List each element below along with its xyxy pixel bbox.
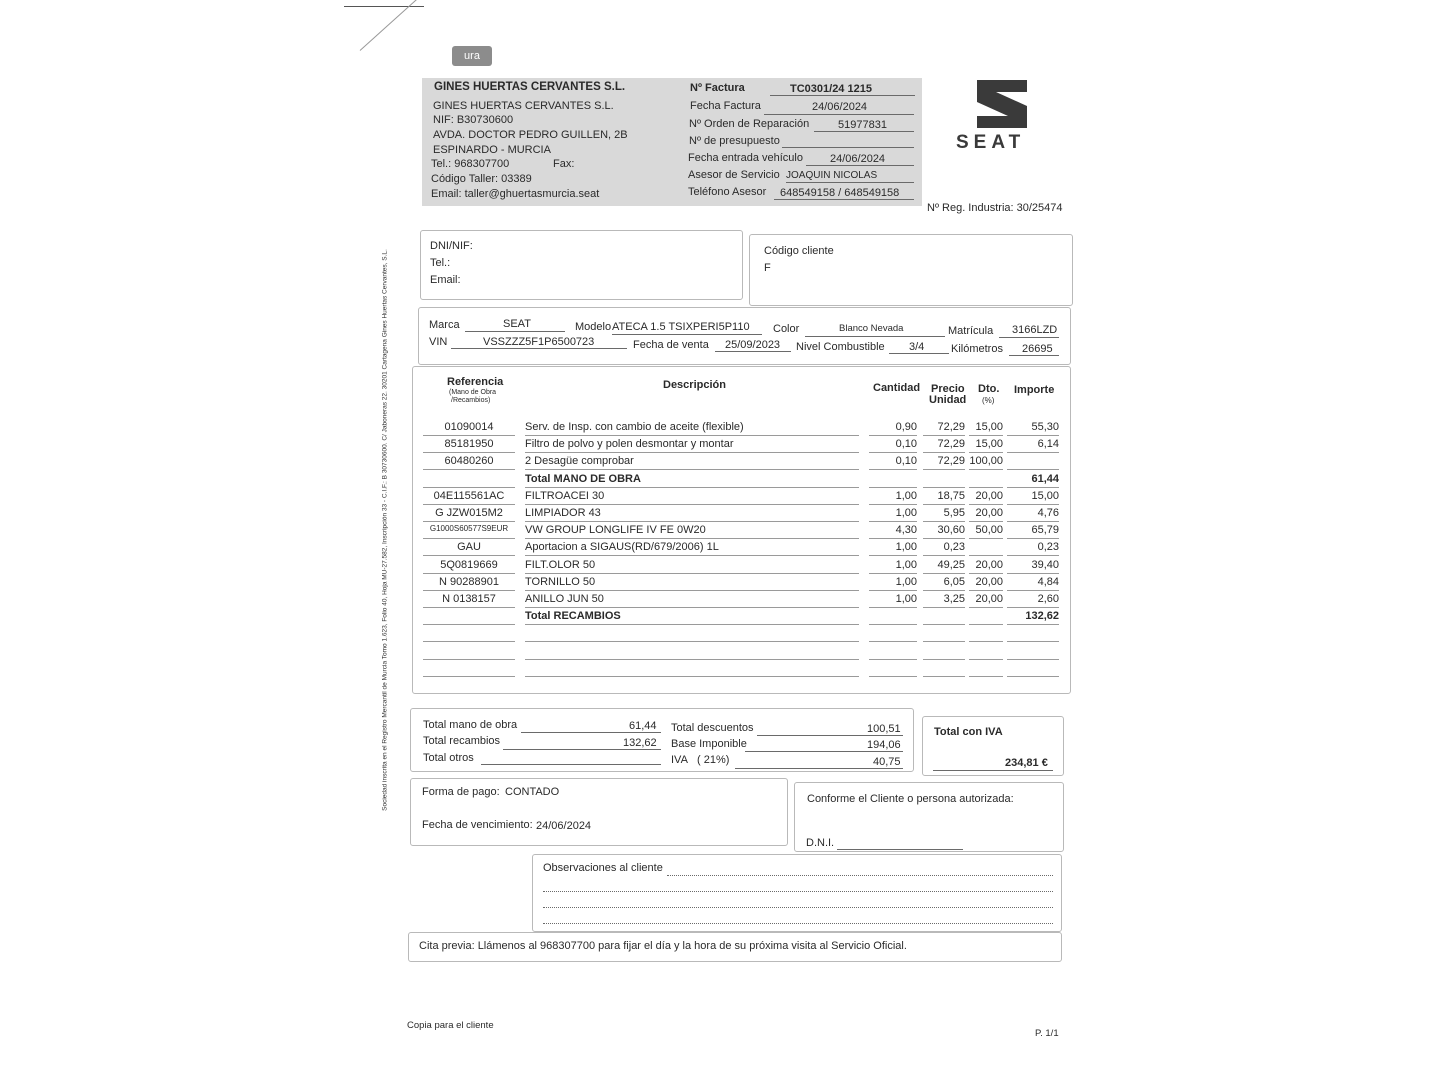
table-cell-dto: 15,00 — [975, 438, 1003, 451]
client-email-label: Email: — [430, 274, 461, 286]
row-underline — [1007, 641, 1059, 642]
conforme-label: Conforme el Cliente o persona autorizada: — [807, 793, 1014, 805]
row-underline — [969, 487, 1003, 488]
table-cell-cant: 4,30 — [895, 524, 917, 537]
total-otros-label: Total otros — [423, 752, 474, 764]
iva-label: IVA — [671, 754, 688, 766]
stamp-badge: ura — [452, 46, 492, 66]
row-underline — [423, 573, 515, 574]
row-underline — [1007, 659, 1059, 660]
table-cell-precio: 3,25 — [943, 593, 965, 605]
row-underline — [923, 641, 965, 642]
row-underline — [1007, 607, 1059, 608]
table-cell-desc: LIMPIADOR 43 — [525, 507, 601, 519]
base-imponible-value: 194,06 — [867, 739, 901, 751]
table-cell-imp: 4,76 — [1037, 507, 1059, 519]
scan-mark — [344, 6, 424, 7]
forma-pago-label: Forma de pago: — [422, 786, 500, 798]
table-cell-dto: 20,00 — [975, 575, 1003, 588]
modelo-value: ATECA 1.5 TSIXPERI5P110 — [612, 321, 750, 333]
total-iva-label: Total con IVA — [934, 726, 1003, 738]
marca-label: Marca — [429, 319, 460, 331]
row-underline — [1007, 452, 1059, 453]
color-value: Blanco Nevada — [839, 323, 904, 334]
row-underline — [869, 659, 917, 660]
col-referencia: Referencia — [447, 376, 504, 388]
table-cell-cant: 1,00 — [895, 489, 917, 502]
items-table — [412, 366, 1071, 694]
row-underline — [869, 641, 917, 642]
row-underline — [1007, 435, 1059, 436]
company-taller-code: Código Taller: 03389 — [431, 173, 532, 185]
row-underline — [525, 469, 859, 470]
orden-reparacion-label: Nº Orden de Reparación — [689, 118, 810, 130]
iva-value: 40,75 — [873, 756, 901, 768]
row-underline — [969, 435, 1003, 436]
row-underline — [869, 624, 917, 625]
row-underline — [869, 504, 917, 505]
row-underline — [869, 452, 917, 453]
client-code-box — [749, 234, 1073, 306]
row-underline — [423, 555, 515, 556]
row-underline — [1007, 573, 1059, 574]
table-cell-ref: N 0138157 — [442, 593, 496, 605]
matricula-value: 3166LZD — [1012, 324, 1058, 336]
table-cell-precio: 72,29 — [937, 421, 965, 433]
cita-previa-text: Cita previa: Llámenos al 968307700 para fijar el día y la hora de su próxima visita al Servicio Oficial. — [419, 940, 907, 952]
factura-label: Nº Factura — [690, 82, 745, 94]
table-cell-cant: 1,00 — [895, 575, 917, 588]
table-cell-precio: 0,23 — [943, 541, 965, 554]
combustible-value: 3/4 — [909, 341, 925, 353]
reg-industria: Nº Reg. Industria: 30/25474 — [927, 202, 1063, 214]
row-underline — [525, 659, 859, 660]
row-underline — [969, 624, 1003, 625]
total-mano-obra-value: 61,44 — [629, 720, 657, 732]
row-underline — [525, 555, 859, 556]
copia-cliente: Copia para el cliente — [407, 1020, 494, 1031]
company-tel: Tel.: 968307700 — [431, 158, 510, 170]
observaciones-label: Observaciones al cliente — [543, 862, 663, 874]
table-cell-imp: 0,23 — [1037, 541, 1059, 554]
row-underline — [923, 521, 965, 522]
matricula-label: Matrícula — [948, 325, 994, 337]
row-underline — [423, 659, 515, 660]
row-underline — [423, 452, 515, 453]
total-recambios-value: 132,62 — [623, 737, 657, 749]
row-underline — [423, 538, 515, 539]
row-underline — [969, 590, 1003, 591]
row-underline — [869, 590, 917, 591]
legal-sidebar-text: Sociedad inscrita en el Registro Mercantil de Murcia Tomo 1.623, Folio 40, Hoja MU-27.582, Inscripción 33 - C.I.F.: B 30730600. C/ Jaboneras 22. 30201 Cartagena Gines Huertas Cervantes, S.L. — [381, 249, 389, 811]
table-cell-cant: 1,00 — [895, 593, 917, 605]
table-cell-imp: 2,60 — [1037, 593, 1059, 605]
orden-reparacion-value: 51977831 — [838, 119, 887, 131]
table-cell-desc: Total RECAMBIOS — [525, 610, 621, 623]
base-imponible-label: Base Imponible — [671, 738, 747, 750]
row-underline — [525, 538, 859, 539]
table-cell-cant: 0,90 — [895, 421, 917, 433]
seat-s-icon — [952, 78, 1052, 130]
col-dto: Dto. — [978, 383, 1000, 395]
km-label: Kilómetros — [951, 343, 1003, 355]
row-underline — [969, 521, 1003, 522]
row-underline — [423, 487, 515, 488]
table-cell-ref: 60480260 — [444, 455, 494, 468]
table-cell-desc: Filtro de polvo y polen desmontar y montar — [525, 438, 734, 451]
table-cell-ref: 04E115561AC — [433, 489, 505, 502]
row-underline — [423, 469, 515, 470]
tel-asesor-label: Teléfono Asesor — [688, 186, 767, 198]
col-importe: Importe — [1014, 384, 1055, 396]
row-underline — [525, 641, 859, 642]
table-cell-precio: 5,95 — [943, 507, 965, 519]
km-value: 26695 — [1022, 343, 1053, 355]
table-cell-dto: 15,00 — [975, 421, 1003, 433]
row-underline — [423, 504, 515, 505]
total-descuentos-label: Total descuentos — [671, 722, 754, 734]
row-underline — [1007, 538, 1059, 539]
row-underline — [869, 538, 917, 539]
row-underline — [423, 607, 515, 608]
row-underline — [525, 607, 859, 608]
col-dto-pct: (%) — [982, 396, 995, 405]
table-cell-dto: 20,00 — [975, 507, 1003, 519]
vin-value: VSSZZZ5F1P6500723 — [483, 336, 595, 348]
table-cell-ref: 5Q0819669 — [440, 558, 498, 571]
marca-value: SEAT — [503, 318, 531, 330]
row-underline — [525, 521, 859, 522]
row-underline — [923, 452, 965, 453]
scan-mark-diagonal — [360, 0, 428, 51]
row-underline — [525, 504, 859, 505]
row-underline — [525, 573, 859, 574]
table-cell-dto: 20,00 — [975, 558, 1003, 571]
cita-previa-box — [408, 932, 1062, 962]
seat-wordmark: SEAT — [956, 132, 1026, 153]
vin-label: VIN — [429, 336, 448, 348]
table-cell-imp: 65,79 — [1031, 524, 1059, 537]
row-underline — [423, 521, 515, 522]
legal-sidebar — [370, 210, 400, 850]
table-cell-desc: TORNILLO 50 — [525, 575, 596, 588]
seat-logo — [952, 78, 1052, 154]
row-underline — [969, 676, 1003, 677]
row-underline — [423, 624, 515, 625]
row-underline — [923, 538, 965, 539]
table-cell-ref: 01090014 — [444, 421, 494, 433]
vencimiento-value: 24/06/2024 — [536, 820, 592, 832]
header-panel — [422, 78, 922, 206]
company-fax-label: Fax: — [553, 158, 575, 170]
row-underline — [525, 452, 859, 453]
row-underline — [1007, 521, 1059, 522]
row-underline — [525, 487, 859, 488]
row-underline — [923, 590, 965, 591]
row-underline — [923, 676, 965, 677]
table-cell-desc: Aportacion a SIGAUS(RD/679/2006) 1L — [525, 541, 719, 554]
col-referencia-sub2: /Recambios) — [451, 397, 491, 404]
col-referencia-sub1: (Mano de Obra — [449, 389, 497, 396]
client-code-label: Código cliente — [764, 245, 834, 257]
entrada-value: 24/06/2024 — [830, 153, 886, 165]
col-precio: Precio — [931, 383, 965, 395]
row-underline — [423, 590, 515, 591]
row-underline — [869, 573, 917, 574]
fecha-factura-label: Fecha Factura — [690, 100, 761, 112]
combustible-label: Nivel Combustible — [796, 341, 885, 353]
table-cell-imp: 6,14 — [1037, 438, 1059, 451]
tel-asesor-value: 648549158 / 648549158 — [780, 187, 900, 199]
asesor-label: Asesor de Servicio — [688, 169, 780, 181]
client-tel-label: Tel.: — [430, 257, 451, 269]
entrada-label: Fecha entrada vehículo — [688, 152, 803, 164]
factura-value: TC0301/24 1215 — [790, 83, 872, 95]
row-underline — [869, 487, 917, 488]
row-underline — [969, 607, 1003, 608]
vehicle-box — [418, 307, 1071, 365]
table-cell-cant: 1,00 — [895, 507, 917, 519]
row-underline — [869, 521, 917, 522]
row-underline — [1007, 469, 1059, 470]
total-descuentos-value: 100,51 — [867, 723, 901, 735]
total-iva-value: 234,81 € — [1005, 757, 1048, 769]
row-underline — [969, 555, 1003, 556]
total-recambios-label: Total recambios — [423, 735, 501, 747]
asesor-value: JOAQUIN NICOLAS — [786, 170, 878, 181]
row-underline — [525, 590, 859, 591]
table-cell-dto: 50,00 — [975, 524, 1003, 537]
fecha-venta-label: Fecha de venta — [633, 339, 709, 351]
row-underline — [923, 573, 965, 574]
row-underline — [923, 607, 965, 608]
table-cell-precio: 72,29 — [937, 455, 965, 468]
vencimiento-label: Fecha de vencimiento: — [422, 819, 533, 831]
table-cell-desc: Total MANO DE OBRA — [525, 472, 641, 485]
row-underline — [969, 573, 1003, 574]
row-underline — [1007, 555, 1059, 556]
table-cell-precio: 6,05 — [943, 575, 965, 588]
row-underline — [1007, 487, 1059, 488]
row-underline — [1007, 590, 1059, 591]
presupuesto-label: Nº de presupuesto — [689, 135, 780, 147]
col-precio-unidad: Unidad — [929, 394, 967, 406]
table-cell-ref: GAU — [457, 541, 481, 554]
row-underline — [923, 624, 965, 625]
client-box — [420, 230, 743, 300]
table-cell-precio: 72,29 — [937, 438, 965, 451]
totals-box — [410, 708, 914, 772]
total-mano-obra-label: Total mano de obra — [423, 719, 518, 731]
row-underline — [525, 676, 859, 677]
fecha-venta-value: 25/09/2023 — [725, 339, 781, 351]
row-underline — [969, 504, 1003, 505]
company-title: GINES HUERTAS CERVANTES S.L. — [434, 81, 626, 93]
row-underline — [1007, 624, 1059, 625]
table-cell-desc: 2 Desagüe comprobar — [525, 455, 634, 468]
client-dni-label: DNI/NIF: — [430, 240, 473, 252]
table-cell-cant: 0,10 — [895, 455, 917, 468]
table-cell-imp: 61,44 — [1031, 472, 1059, 485]
company-name: GINES HUERTAS CERVANTES S.L. — [433, 100, 614, 112]
table-cell-ref: N 90288901 — [439, 575, 499, 588]
table-cell-cant: 1,00 — [895, 541, 917, 554]
row-underline — [923, 469, 965, 470]
modelo-label: Modelo — [575, 321, 612, 333]
row-underline — [923, 504, 965, 505]
col-descripcion: Descripción — [663, 379, 726, 391]
company-city: ESPINARDO - MURCIA — [433, 144, 551, 156]
table-cell-precio: 18,75 — [937, 489, 965, 502]
row-underline — [1007, 504, 1059, 505]
row-underline — [423, 641, 515, 642]
company-address: AVDA. DOCTOR PEDRO GUILLEN, 2B — [433, 129, 628, 141]
row-underline — [923, 555, 965, 556]
table-cell-imp: 39,40 — [1031, 558, 1059, 571]
row-underline — [869, 607, 917, 608]
table-cell-cant: 1,00 — [895, 558, 917, 571]
table-cell-dto: 100,00 — [969, 455, 1003, 468]
page-number: P. 1/1 — [1035, 1028, 1059, 1039]
row-underline — [525, 435, 859, 436]
table-cell-imp: 15,00 — [1031, 489, 1059, 502]
signature-dni-label: D.N.I. — [806, 837, 835, 849]
table-cell-dto: 20,00 — [975, 489, 1003, 502]
table-cell-imp: 4,84 — [1037, 575, 1059, 588]
row-underline — [923, 435, 965, 436]
col-cantidad: Cantidad — [873, 382, 921, 394]
client-code-value: F — [764, 262, 771, 274]
table-cell-desc: FILTROACEI 30 — [525, 489, 605, 502]
table-cell-desc: Serv. de Insp. con cambio de aceite (flexible) — [525, 421, 744, 433]
observaciones-box — [532, 854, 1062, 932]
fecha-factura-value: 24/06/2024 — [812, 101, 868, 113]
row-underline — [969, 641, 1003, 642]
row-underline — [869, 676, 917, 677]
row-underline — [969, 538, 1003, 539]
row-underline — [969, 469, 1003, 470]
table-cell-ref: G1000S60577S9EUR — [429, 524, 509, 534]
iva-pct: ( 21%) — [697, 754, 730, 766]
total-iva-box — [922, 716, 1064, 776]
row-underline — [423, 435, 515, 436]
company-nif: NIF: B30730600 — [433, 114, 514, 126]
row-underline — [923, 487, 965, 488]
table-cell-precio: 30,60 — [937, 524, 965, 537]
payment-box — [410, 778, 788, 846]
table-cell-imp: 55,30 — [1031, 421, 1059, 433]
signature-box — [794, 782, 1064, 852]
row-underline — [969, 452, 1003, 453]
company-email: Email: taller@ghuertasmurcia.seat — [431, 188, 600, 200]
row-underline — [969, 659, 1003, 660]
color-label: Color — [773, 323, 800, 335]
table-cell-precio: 49,25 — [937, 558, 965, 571]
row-underline — [869, 469, 917, 470]
table-cell-desc: FILT.OLOR 50 — [525, 558, 596, 571]
table-cell-desc: VW GROUP LONGLIFE IV FE 0W20 — [525, 524, 706, 537]
forma-pago-value: CONTADO — [505, 786, 560, 798]
table-cell-imp: 132,62 — [1025, 610, 1059, 623]
row-underline — [1007, 676, 1059, 677]
row-underline — [525, 624, 859, 625]
table-cell-ref: G JZW015M2 — [435, 507, 503, 519]
table-cell-dto: 20,00 — [975, 593, 1003, 605]
row-underline — [923, 659, 965, 660]
row-underline — [423, 676, 515, 677]
table-cell-desc: ANILLO JUN 50 — [525, 593, 604, 605]
row-underline — [869, 435, 917, 436]
table-cell-ref: 85181950 — [444, 438, 494, 451]
row-underline — [869, 555, 917, 556]
table-cell-cant: 0,10 — [895, 438, 917, 451]
